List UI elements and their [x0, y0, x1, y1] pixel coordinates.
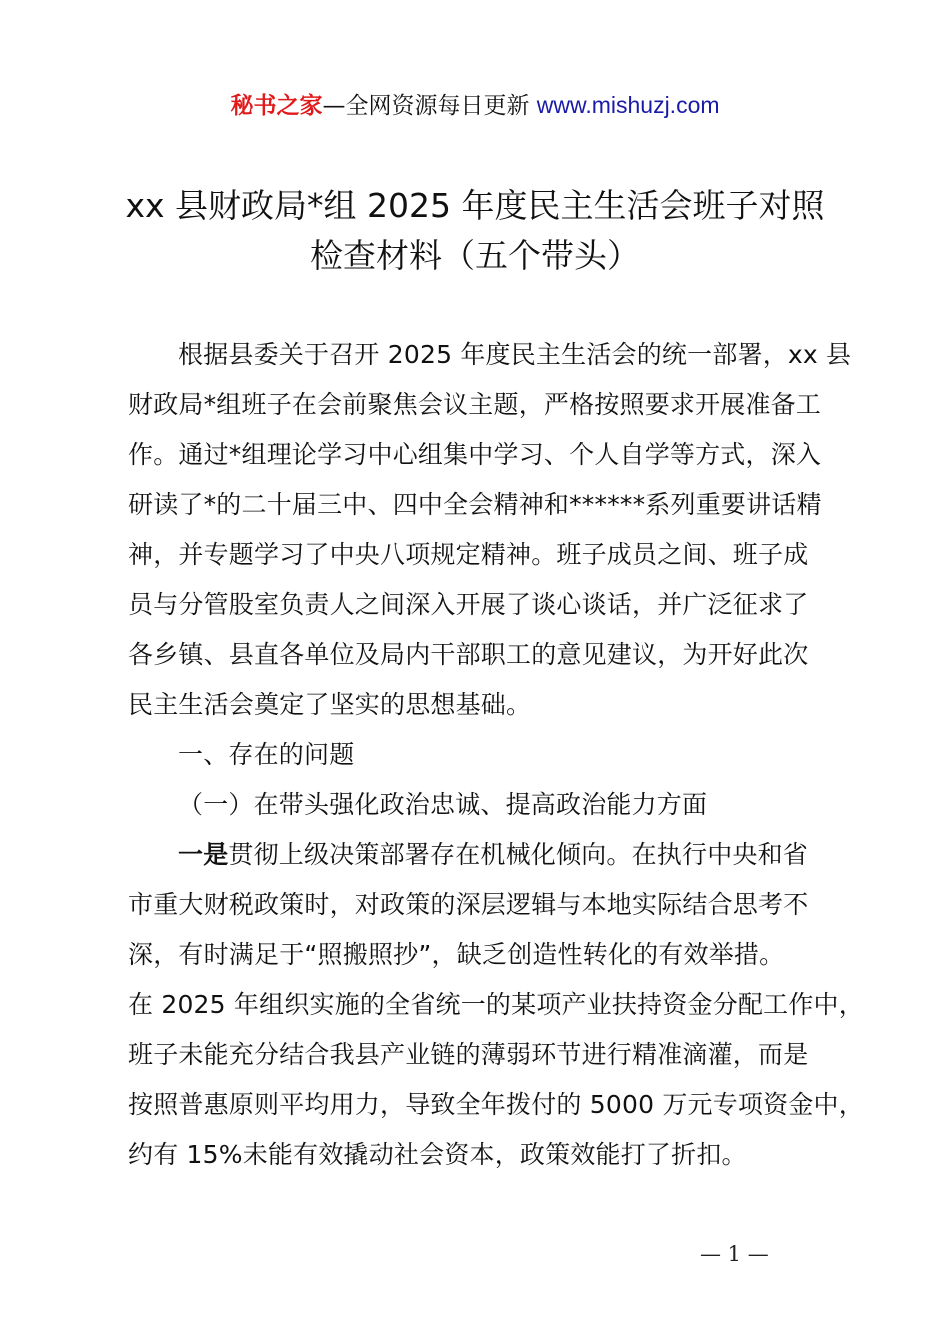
paragraph-line: 研读了*的二十届三中、四中全会精神和******系列重要讲话精 [128, 490, 822, 519]
paragraph-line: 作。通过*组理论学习中心组集中学习、个人自学等方式，深入 [128, 440, 822, 469]
subsection-heading: （一）在带头强化政治忠诚、提高政治能力方面 [178, 790, 708, 819]
paragraph-line: 民主生活会奠定了坚实的思想基础。 [128, 690, 532, 719]
title-line: 检查材料（五个带头） [310, 236, 640, 275]
paragraph-line: 在 2025 年组织实施的全省统一的某项产业扶持资金分配工作中， [128, 990, 864, 1019]
paragraph-line: 深，有时满足于“照搬照抄”，缺乏创造性转化的有效举措。 [128, 940, 785, 969]
page-number: — 1 — [700, 1242, 769, 1266]
paragraph-line: 财政局*组班子在会前聚焦会议主题，严格按照要求开展准备工 [128, 390, 822, 419]
paragraph-line: 按照普惠原则平均用力，导致全年拨付的 5000 万元专项资金中， [128, 1090, 864, 1119]
title-line: xx 县财政局*组 2025 年度民主生活会班子对照 [125, 186, 825, 225]
paragraph-line: 神，并专题学习了中央八项规定精神。班子成员之间、班子成 [128, 540, 809, 569]
paragraph-line: 各乡镇、县直各单位及局内干部职工的意见建议，为开好此次 [128, 640, 809, 669]
point-paragraph [128, 830, 864, 1180]
header-tagline: —全网资源每日更新 [322, 93, 537, 119]
paragraph-line: 班子未能充分结合我县产业链的薄弱环节进行精准滴灌，而是 [128, 1040, 809, 1069]
paragraph-line: 约有 15%未能有效撬动社会资本，政策效能打了折扣。 [128, 1140, 747, 1169]
site-url-link[interactable]: www.mishuzj.com [536, 92, 720, 118]
section-heading: 一、存在的问题 [178, 740, 355, 769]
document-body [128, 330, 864, 1180]
paragraph-line [128, 830, 838, 880]
point-text: 贯彻上级决策部署存在机械化倾向。在执行中央和省 [228, 840, 809, 869]
point-lead: 一是 [178, 840, 229, 869]
intro-paragraph [128, 330, 852, 730]
document-title [100, 181, 850, 281]
paragraph-line: 根据县委关于召开 2025 年度民主生活会的统一部署，xx 县 [178, 340, 852, 369]
site-header [0, 88, 950, 123]
paragraph-line: 市重大财税政策时，对政策的深层逻辑与本地实际结合思考不 [128, 890, 809, 919]
paragraph-line: 员与分管股室负责人之间深入开展了谈心谈话，并广泛征求了 [128, 590, 809, 619]
brand-name: 秘书之家 [230, 93, 323, 119]
